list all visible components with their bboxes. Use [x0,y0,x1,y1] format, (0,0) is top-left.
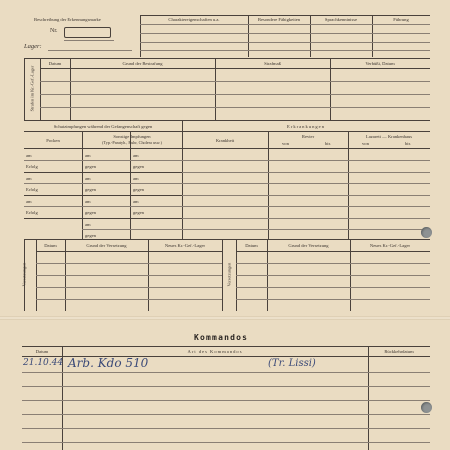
kommandos-rueck-label: Rückkehrdatum [384,349,414,354]
impf-col3-1: am [133,153,139,158]
kommandos-title: Kommandos [194,333,249,342]
nr-box [64,27,111,38]
revier-label: Revier [301,134,315,139]
strafen-datum-label: Datum [48,61,62,66]
impf-col3-2: gegen [133,164,144,169]
impf-col3-5: am [133,199,139,204]
lager-label: Lager: [24,43,42,50]
versetzung-datum-right: Datum [245,243,258,248]
kommandos-datum-label: Datum [35,349,49,354]
revier-von: von [282,141,289,146]
kommando-entry-art: Arb. Kdo 510 [68,356,149,370]
revier-bis: bis [325,141,331,146]
lazarett-label: Lazarett — Krankenhaus [365,134,413,139]
lazarett-bis: bis [405,141,411,146]
strafen-strafmass-label: Strafmaß [264,61,281,66]
pocken-label: Pocken [46,138,60,143]
sonstige-label-1: Sonstige Impfungen [113,134,151,139]
versetzung-grund-left: Grund der Versetzung [86,243,127,248]
fuehrung-label: Führung [393,17,409,22]
faehigkeiten-label: Besondere Fähigkeiten [257,17,301,22]
versetzung-side-right: Versetzungen [226,262,232,287]
impf-col2-7: am [85,222,91,227]
punch-hole-top [421,227,432,238]
impf-row-6: Erfolg [26,210,38,215]
krank-header: Erkrankungen [286,124,326,129]
sprache-label: Sprachkenntnisse [324,17,358,22]
impf-col2-1: am [85,153,91,158]
sonstige-label-2: (Typ.-Paratyh., Ruhr, Cholera usw.) [102,140,162,145]
impf-row-2: Erfolg [26,164,38,169]
impf-col2-3: am [85,176,91,181]
charakter-label: Charaktereigenschaften u.a. [168,17,220,22]
lazarett-von: von [362,141,369,146]
impf-row-3: am [26,176,32,181]
krankheit-label: Krankheit [215,138,235,143]
punch-hole-bottom [421,402,432,413]
paper-fold [0,316,450,320]
versetzung-grund-right: Grund der Versetzung [288,243,329,248]
nr-label: Nr. [50,28,58,34]
versetzung-datum-left: Datum [44,243,57,248]
kommando-entry-note: (Tr. Lissi) [268,358,316,369]
impf-header: Schutzimpfungen während der Gefangenschaft gegen [53,124,153,129]
impf-col3-3: am [133,176,139,181]
strafen-side-label: Strafen im Kr.-Gef.-Lager [29,65,35,112]
impf-col2-2: gegen [85,164,96,169]
versetzung-side-left: Versetzungen [21,262,27,287]
impf-col2-6: gegen [85,210,96,215]
impf-row-4: Erfolg [26,187,38,192]
impf-col2-4: gegen [85,187,96,192]
strafen-verbuesst-label: Verbüßt, Datum [365,61,395,66]
strafen-grund-label: Grund der Bestrafung [122,61,163,66]
kommando-entry-date: 21.10.44 [23,358,64,368]
beschreibung-label: Beschreibung der Erkennungsmarke [34,17,101,22]
kommandos-art-label: Art des Kommandos [187,349,243,354]
impf-col2-8: gegen [85,233,96,238]
versetzung-neues-right: Neues Kr.-Gef.-Lager [369,243,411,248]
impf-col3-6: gegen [133,210,144,215]
impf-row-5: am [26,199,32,204]
versetzung-neues-left: Neues Kr.-Gef.-Lager [164,243,206,248]
impf-col2-5: am [85,199,91,204]
impf-row-1: am [26,153,32,158]
impf-col3-4: gegen [133,187,144,192]
